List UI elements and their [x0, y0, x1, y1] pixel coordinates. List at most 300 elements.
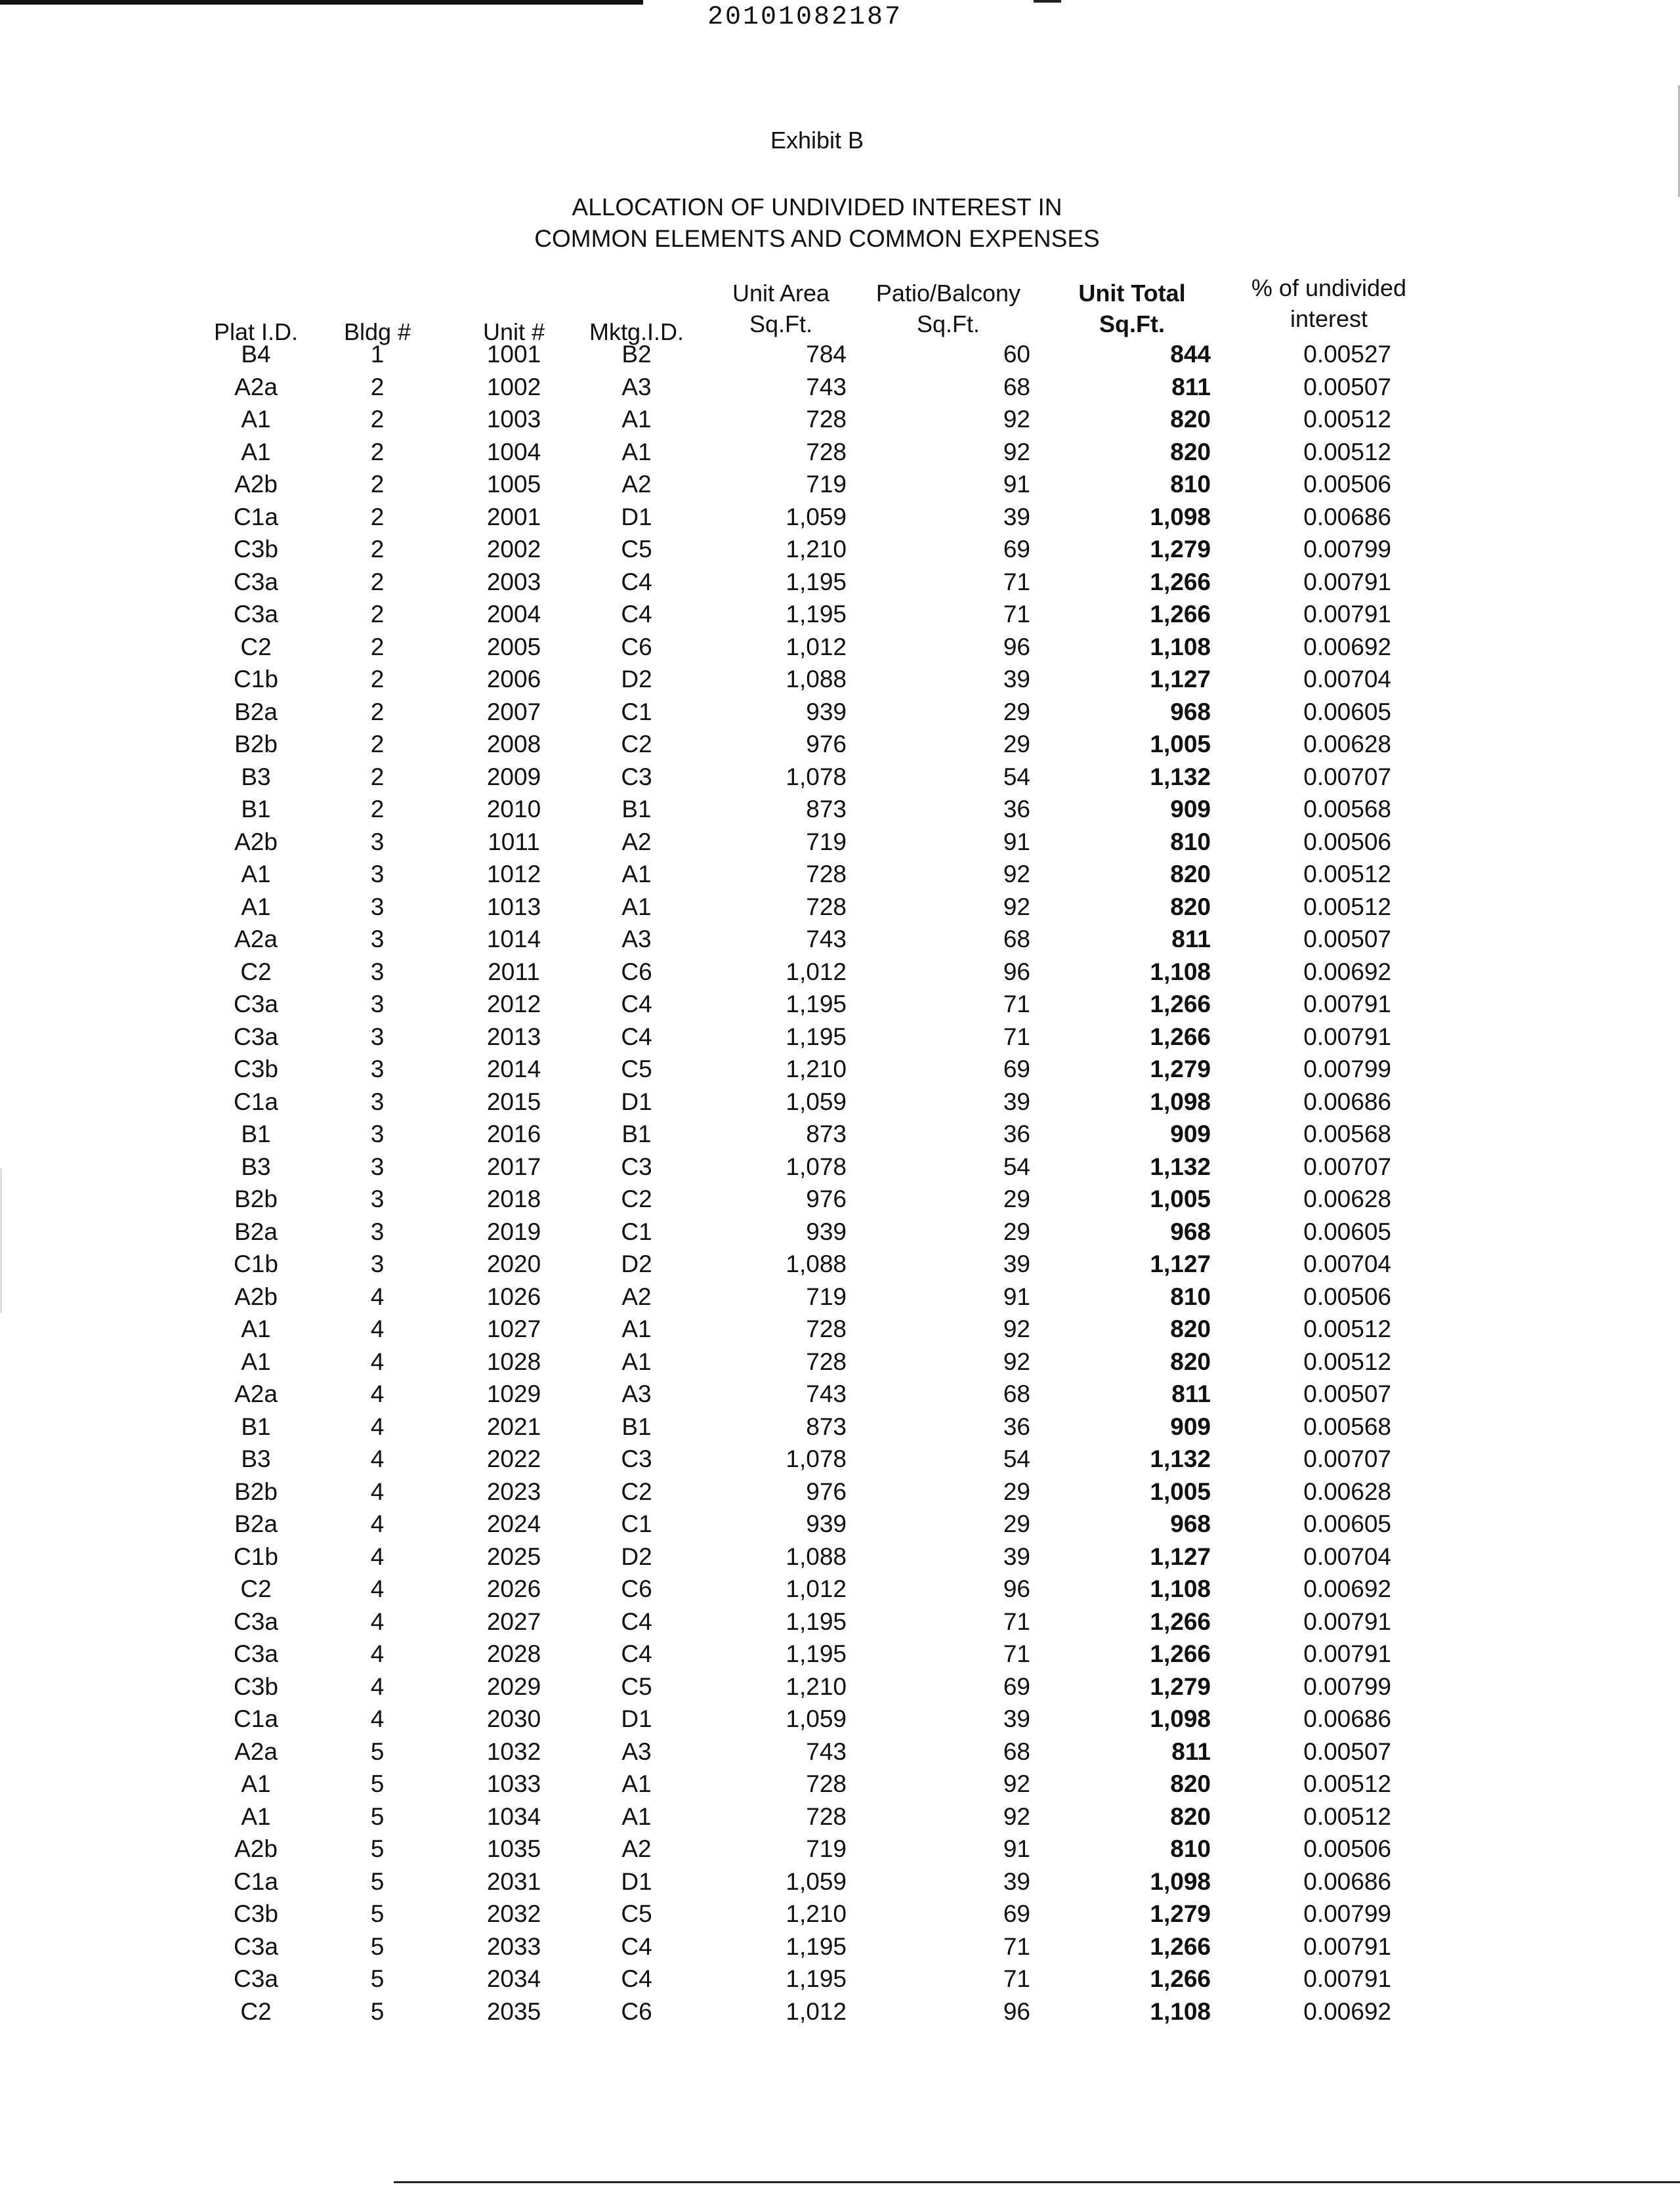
patio-area-cell: 69	[1003, 536, 1030, 563]
table-row	[0, 1119, 1680, 1151]
unit-total-cell: 968	[1170, 1218, 1211, 1245]
plat-id-cell: C2	[240, 1575, 272, 1602]
mktg-id-cell: A1	[621, 1348, 652, 1375]
bldg-cell: 2	[370, 471, 385, 498]
mktg-id-cell: C5	[621, 1673, 652, 1700]
undivided-interest-cell: 0.00692	[1303, 958, 1391, 985]
mktg-id-cell: B1	[621, 1413, 652, 1440]
table-row	[0, 1898, 1680, 1931]
bldg-cell: 4	[370, 1673, 385, 1700]
unit-total-cell: 820	[1170, 438, 1211, 465]
table-row	[0, 1086, 1680, 1119]
plat-id-cell: B3	[241, 763, 271, 790]
bldg-cell: 4	[370, 1348, 385, 1375]
unit-number-cell: 1011	[488, 828, 540, 855]
patio-area-cell: 91	[1003, 1835, 1030, 1862]
unit-area-cell: 1,088	[786, 1543, 847, 1570]
undivided-interest-cell: 0.00704	[1303, 666, 1391, 693]
unit-total-cell: 820	[1170, 861, 1211, 887]
patio-area-cell: 71	[1003, 1640, 1030, 1667]
mktg-id-cell: C6	[621, 633, 652, 660]
plat-id-cell: C1a	[234, 1867, 278, 1895]
plat-id-cell: C3a	[234, 568, 278, 595]
table-row	[0, 1443, 1680, 1476]
unit-number-cell: 2001	[486, 503, 541, 530]
mktg-id-cell: C3	[621, 763, 652, 790]
patio-area-cell: 36	[1003, 1413, 1030, 1440]
bldg-cell: 2	[370, 796, 385, 822]
bldg-cell: 3	[370, 926, 385, 952]
unit-total-cell: 1,005	[1150, 1185, 1211, 1212]
title-line: COMMON ELEMENTS AND COMMON EXPENSES	[534, 225, 1100, 252]
undivided-interest-cell: 0.00791	[1303, 1640, 1391, 1667]
unit-total-cell: 1,005	[1150, 731, 1211, 757]
unit-total-cell: 1,279	[1150, 1055, 1211, 1082]
undivided-interest-cell: 0.00506	[1303, 1283, 1391, 1310]
unit-area-cell: 976	[806, 1185, 847, 1212]
mktg-id-cell: C6	[621, 1997, 652, 2025]
table-row	[0, 1963, 1680, 1996]
patio-area-cell: 68	[1003, 1380, 1030, 1407]
unit-total-cell: 1,127	[1150, 1543, 1211, 1570]
table-row	[0, 1801, 1680, 1834]
document-number: 20101082187	[707, 3, 903, 32]
plat-id-cell: A1	[241, 406, 271, 433]
patio-area-cell: 71	[1003, 1023, 1030, 1050]
unit-number-cell: 2031	[486, 1867, 541, 1895]
unit-number-cell: 2018	[486, 1185, 541, 1212]
bldg-cell: 5	[370, 1965, 385, 1992]
unit-area-cell: 1,088	[786, 666, 847, 693]
unit-total-cell: 1,279	[1150, 536, 1211, 563]
unit-area-cell: 728	[806, 1802, 847, 1830]
header-bldg: Bldg #	[343, 318, 411, 345]
plat-id-cell: B2a	[234, 698, 278, 725]
patio-area-cell: 54	[1003, 763, 1030, 790]
unit-area-cell: 784	[806, 341, 847, 368]
plat-id-cell: A2a	[234, 1380, 278, 1407]
patio-area-cell: 92	[1003, 438, 1030, 465]
unit-area-cell: 873	[806, 796, 847, 822]
bldg-cell: 4	[370, 1315, 385, 1342]
mktg-id-cell: C4	[621, 1640, 652, 1667]
unit-number-cell: 1035	[486, 1835, 541, 1862]
scan-edge-bar	[0, 0, 643, 5]
mktg-id-cell: A1	[621, 1770, 652, 1797]
plat-id-cell: A1	[241, 1770, 271, 1797]
unit-total-cell: 1,108	[1150, 633, 1211, 660]
mktg-id-cell: C3	[621, 1153, 652, 1180]
plat-id-cell: B1	[241, 1413, 271, 1440]
undivided-interest-cell: 0.00791	[1303, 1965, 1391, 1992]
patio-area-cell: 39	[1003, 1543, 1030, 1570]
bldg-cell: 3	[370, 1153, 385, 1180]
unit-number-cell: 2004	[486, 601, 541, 628]
undivided-interest-cell: 0.00506	[1303, 1835, 1391, 1862]
unit-number-cell: 2010	[486, 796, 541, 822]
undivided-interest-cell: 0.00692	[1303, 633, 1391, 660]
undivided-interest-cell: 0.00791	[1303, 1608, 1391, 1635]
exhibit-label: Exhibit B	[770, 127, 864, 154]
undivided-interest-cell: 0.00707	[1303, 1445, 1391, 1472]
plat-id-cell: C3a	[234, 1023, 278, 1050]
bldg-cell: 2	[370, 373, 385, 400]
plat-id-cell: C1b	[234, 666, 278, 693]
unit-number-cell: 2016	[486, 1120, 541, 1147]
undivided-interest-cell: 0.00692	[1303, 1997, 1391, 2025]
undivided-interest-cell: 0.00605	[1303, 1218, 1391, 1245]
patio-area-cell: 39	[1003, 1867, 1030, 1895]
patio-area-cell: 92	[1003, 1315, 1030, 1342]
table-row	[0, 404, 1680, 437]
mktg-id-cell: A2	[621, 1835, 652, 1862]
unit-area-cell: 1,012	[786, 1997, 847, 2025]
plat-id-cell: B3	[241, 1445, 271, 1472]
unit-number-cell: 2030	[486, 1705, 541, 1732]
bldg-cell: 2	[370, 536, 385, 563]
plat-id-cell: C3a	[234, 601, 278, 628]
undivided-interest-cell: 0.00512	[1303, 438, 1391, 465]
bldg-cell: 2	[370, 763, 385, 790]
bldg-cell: 4	[370, 1478, 385, 1505]
table-row	[0, 599, 1680, 631]
patio-area-cell: 71	[1003, 1608, 1030, 1635]
table-row	[0, 826, 1680, 859]
table-row	[0, 1573, 1680, 1606]
patio-area-cell: 29	[1003, 1185, 1030, 1212]
mktg-id-cell: C6	[621, 1575, 652, 1602]
bldg-cell: 3	[370, 1023, 385, 1050]
unit-total-cell: 1,108	[1150, 1997, 1211, 2025]
unit-total-cell: 968	[1170, 1510, 1211, 1537]
patio-area-cell: 69	[1003, 1673, 1030, 1700]
patio-area-cell: 29	[1003, 1510, 1030, 1537]
header-unit: Unit #	[482, 318, 545, 345]
unit-total-cell: 1,098	[1150, 1088, 1211, 1115]
mktg-id-cell: C4	[621, 1023, 652, 1050]
patio-area-cell: 71	[1003, 1932, 1030, 1960]
header-unit-area: Unit Area	[732, 280, 830, 307]
mktg-id-cell: D2	[621, 666, 652, 693]
bldg-cell: 4	[370, 1705, 385, 1732]
table-row	[0, 1671, 1680, 1704]
patio-area-cell: 29	[1003, 698, 1030, 725]
unit-number-cell: 1028	[486, 1348, 541, 1375]
plat-id-cell: C3b	[234, 536, 278, 563]
undivided-interest-cell: 0.00507	[1303, 926, 1391, 952]
plat-id-cell: C3b	[234, 1673, 278, 1700]
undivided-interest-cell: 0.00686	[1303, 1088, 1391, 1115]
patio-area-cell: 96	[1003, 1575, 1030, 1602]
bldg-cell: 3	[370, 958, 385, 985]
undivided-interest-cell: 0.00507	[1303, 1737, 1391, 1765]
unit-area-cell: 1,012	[786, 633, 847, 660]
unit-number-cell: 2023	[486, 1478, 541, 1505]
undivided-interest-cell: 0.00512	[1303, 1770, 1391, 1797]
undivided-interest-cell: 0.00512	[1303, 861, 1391, 887]
unit-number-cell: 1013	[486, 893, 541, 920]
unit-number-cell: 1026	[486, 1283, 541, 1310]
unit-number-cell: 2008	[486, 731, 541, 757]
unit-number-cell: 2027	[486, 1608, 541, 1635]
patio-area-cell: 92	[1003, 1770, 1030, 1797]
plat-id-cell: B1	[241, 796, 271, 822]
plat-id-cell: C1b	[234, 1250, 278, 1277]
mktg-id-cell: C4	[621, 601, 652, 628]
unit-number-cell: 1003	[486, 406, 541, 433]
undivided-interest-cell: 0.00704	[1303, 1543, 1391, 1570]
header-pct-interest: interest	[1290, 305, 1368, 332]
plat-id-cell: A2b	[234, 1835, 278, 1862]
unit-total-cell: 1,266	[1150, 601, 1211, 628]
header-unit-total: Unit Total	[1078, 280, 1186, 307]
unit-area-cell: 743	[806, 926, 847, 952]
unit-area-cell: 728	[806, 861, 847, 887]
undivided-interest-cell: 0.00628	[1303, 1478, 1391, 1505]
mktg-id-cell: C6	[621, 958, 652, 985]
table-row	[0, 1606, 1680, 1639]
header-mktg-id: Mktg.I.D.	[589, 318, 684, 345]
table-row	[0, 1248, 1680, 1281]
plat-id-cell: C3a	[234, 1640, 278, 1667]
bldg-cell: 4	[370, 1380, 385, 1407]
mktg-id-cell: C5	[621, 1055, 652, 1082]
unit-total-cell: 820	[1170, 893, 1211, 920]
unit-area-cell: 1,210	[786, 1900, 847, 1927]
title-line: ALLOCATION OF UNDIVIDED INTEREST IN	[572, 194, 1062, 221]
unit-area-cell: 939	[806, 1218, 847, 1245]
unit-area-cell: 728	[806, 1770, 847, 1797]
unit-area-cell: 743	[806, 1380, 847, 1407]
bldg-cell: 2	[370, 406, 385, 433]
mktg-id-cell: D2	[621, 1543, 652, 1570]
unit-number-cell: 2022	[486, 1445, 541, 1472]
table-row	[0, 534, 1680, 566]
table-row	[0, 989, 1680, 1021]
unit-total-cell: 820	[1170, 1770, 1211, 1797]
unit-total-cell: 1,108	[1150, 1575, 1211, 1602]
table-row	[0, 1216, 1680, 1249]
plat-id-cell: C3a	[234, 1932, 278, 1960]
undivided-interest-cell: 0.00512	[1303, 1315, 1391, 1342]
unit-number-cell: 1014	[486, 926, 541, 952]
unit-total-cell: 810	[1170, 828, 1211, 855]
unit-total-cell: 820	[1170, 1348, 1211, 1375]
unit-area-cell: 728	[806, 438, 847, 465]
bldg-cell: 2	[370, 633, 385, 660]
mktg-id-cell: A1	[621, 1315, 652, 1342]
table-row	[0, 501, 1680, 534]
unit-number-cell: 2015	[486, 1088, 541, 1115]
undivided-interest-cell: 0.00512	[1303, 1348, 1391, 1375]
undivided-interest-cell: 0.00791	[1303, 991, 1391, 1017]
mktg-id-cell: A1	[621, 1802, 652, 1830]
unit-number-cell: 2032	[486, 1900, 541, 1927]
plat-id-cell: C3b	[234, 1055, 278, 1082]
table-row	[0, 372, 1680, 404]
bldg-cell: 4	[370, 1510, 385, 1537]
unit-number-cell: 2002	[486, 536, 541, 563]
unit-area-cell: 1,195	[786, 1965, 847, 1992]
bldg-cell: 2	[370, 438, 385, 465]
table-row	[0, 469, 1680, 501]
bldg-cell: 4	[370, 1640, 385, 1667]
undivided-interest-cell: 0.00507	[1303, 1380, 1391, 1407]
patio-area-cell: 96	[1003, 1997, 1030, 2025]
table-row	[0, 1508, 1680, 1541]
patio-area-cell: 91	[1003, 1283, 1030, 1310]
plat-id-cell: C2	[240, 633, 272, 660]
patio-area-cell: 92	[1003, 406, 1030, 433]
unit-total-cell: 1,266	[1150, 1640, 1211, 1667]
unit-area-cell: 1,195	[786, 601, 847, 628]
bldg-cell: 4	[370, 1413, 385, 1440]
unit-total-cell: 1,005	[1150, 1478, 1211, 1505]
patio-area-cell: 71	[1003, 568, 1030, 595]
unit-number-cell: 2024	[486, 1510, 541, 1537]
unit-number-cell: 2029	[486, 1673, 541, 1700]
unit-total-cell: 1,127	[1150, 666, 1211, 693]
mktg-id-cell: A1	[621, 861, 652, 887]
plat-id-cell: A1	[241, 438, 271, 465]
unit-area-cell: 1,195	[786, 991, 847, 1017]
bldg-cell: 3	[370, 893, 385, 920]
bldg-cell: 2	[370, 666, 385, 693]
table-row	[0, 1183, 1680, 1216]
unit-total-cell: 1,279	[1150, 1900, 1211, 1927]
undivided-interest-cell: 0.00568	[1303, 1413, 1391, 1440]
undivided-interest-cell: 0.00507	[1303, 373, 1391, 400]
unit-total-cell: 811	[1171, 373, 1211, 400]
plat-id-cell: B2b	[234, 731, 278, 757]
unit-number-cell: 1032	[486, 1737, 541, 1765]
unit-area-cell: 1,210	[786, 1673, 847, 1700]
undivided-interest-cell: 0.00799	[1303, 1900, 1391, 1927]
bldg-cell: 4	[370, 1575, 385, 1602]
plat-id-cell: B4	[241, 341, 271, 368]
table-row	[0, 696, 1680, 729]
table-row	[0, 631, 1680, 664]
patio-area-cell: 92	[1003, 893, 1030, 920]
plat-id-cell: A2b	[234, 1283, 278, 1310]
patio-area-cell: 92	[1003, 861, 1030, 887]
unit-total-cell: 1,266	[1150, 1023, 1211, 1050]
bldg-cell: 3	[370, 1250, 385, 1277]
table-row	[0, 794, 1680, 826]
bldg-cell: 4	[370, 1445, 385, 1472]
bldg-cell: 2	[370, 503, 385, 530]
unit-area-cell: 719	[806, 1835, 847, 1862]
unit-total-cell: 968	[1170, 698, 1211, 725]
unit-total-cell: 811	[1171, 1737, 1211, 1765]
unit-total-cell: 811	[1171, 1380, 1211, 1407]
bldg-cell: 5	[370, 1867, 385, 1895]
unit-area-cell: 1,059	[786, 1088, 847, 1115]
bldg-cell: 2	[370, 601, 385, 628]
table-row	[0, 566, 1680, 599]
patio-area-cell: 92	[1003, 1348, 1030, 1375]
undivided-interest-cell: 0.00568	[1303, 1120, 1391, 1147]
mktg-id-cell: B1	[621, 796, 652, 822]
unit-total-cell: 820	[1170, 1802, 1211, 1830]
unit-number-cell: 2011	[488, 958, 540, 985]
undivided-interest-cell: 0.00686	[1303, 1705, 1391, 1732]
unit-total-cell: 811	[1171, 926, 1211, 952]
patio-area-cell: 39	[1003, 1250, 1030, 1277]
unit-number-cell: 2033	[486, 1932, 541, 1960]
plat-id-cell: C3a	[234, 991, 278, 1017]
plat-id-cell: A1	[241, 893, 271, 920]
plat-id-cell: A2a	[234, 926, 278, 952]
unit-number-cell: 2025	[486, 1543, 541, 1570]
unit-number-cell: 2003	[486, 568, 541, 595]
undivided-interest-cell: 0.00512	[1303, 1802, 1391, 1830]
unit-number-cell: 2017	[486, 1153, 541, 1180]
mktg-id-cell: C1	[621, 698, 652, 725]
patio-area-cell: 54	[1003, 1445, 1030, 1472]
patio-area-cell: 29	[1003, 731, 1030, 757]
table-row	[0, 1703, 1680, 1736]
mktg-id-cell: A1	[621, 438, 652, 465]
mktg-id-cell: A3	[621, 373, 652, 400]
table-row	[0, 956, 1680, 989]
undivided-interest-cell: 0.00686	[1303, 1867, 1391, 1895]
header-pct-undivided: % of undivided	[1251, 274, 1407, 301]
bldg-cell: 5	[370, 1835, 385, 1862]
plat-id-cell: C3a	[234, 1965, 278, 1992]
mktg-id-cell: A1	[621, 406, 652, 433]
patio-area-cell: 68	[1003, 373, 1030, 400]
table-row	[0, 339, 1680, 372]
unit-total-cell: 909	[1170, 1413, 1211, 1440]
table-row	[0, 1931, 1680, 1964]
patio-area-cell: 39	[1003, 1088, 1030, 1115]
plat-id-cell: C1a	[234, 503, 278, 530]
plat-id-cell: C1b	[234, 1543, 278, 1570]
unit-total-cell: 1,127	[1150, 1250, 1211, 1277]
patio-area-cell: 96	[1003, 633, 1030, 660]
unit-area-cell: 873	[806, 1120, 847, 1147]
header-unit-total-units: Sq.Ft.	[1099, 310, 1165, 337]
unit-area-cell: 1,195	[786, 1023, 847, 1050]
mktg-id-cell: C3	[621, 1445, 652, 1472]
undivided-interest-cell: 0.00704	[1303, 1250, 1391, 1277]
bldg-cell: 2	[370, 731, 385, 757]
patio-area-cell: 71	[1003, 991, 1030, 1017]
unit-total-cell: 1,266	[1150, 568, 1211, 595]
mktg-id-cell: D1	[621, 1088, 652, 1115]
bldg-cell: 3	[370, 1088, 385, 1115]
plat-id-cell: A1	[241, 1315, 271, 1342]
patio-area-cell: 71	[1003, 601, 1030, 628]
unit-area-cell: 1,059	[786, 1867, 847, 1895]
unit-number-cell: 2014	[486, 1055, 541, 1082]
undivided-interest-cell: 0.00628	[1303, 731, 1391, 757]
unit-number-cell: 2006	[486, 666, 541, 693]
unit-total-cell: 1,098	[1150, 503, 1211, 530]
unit-area-cell: 1,078	[786, 763, 847, 790]
unit-total-cell: 810	[1170, 471, 1211, 498]
mktg-id-cell: B1	[621, 1120, 652, 1147]
plat-id-cell: B2b	[234, 1185, 278, 1212]
undivided-interest-cell: 0.00628	[1303, 1185, 1391, 1212]
header-patio-units: Sq.Ft.	[916, 310, 980, 337]
plat-id-cell: B3	[241, 1153, 271, 1180]
unit-area-cell: 1,210	[786, 1055, 847, 1082]
patio-area-cell: 69	[1003, 1900, 1030, 1927]
undivided-interest-cell: 0.00799	[1303, 1055, 1391, 1082]
undivided-interest-cell: 0.00692	[1303, 1575, 1391, 1602]
